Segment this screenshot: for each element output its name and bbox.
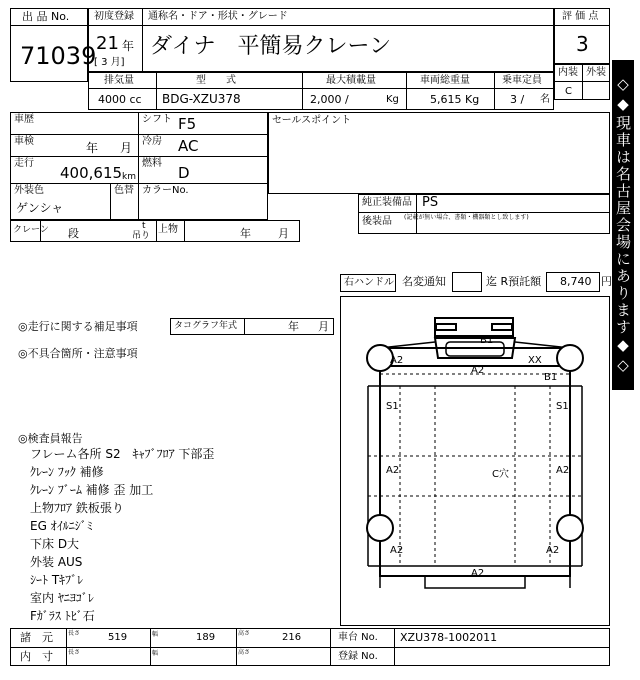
capacity-unit: 名 <box>540 94 550 105</box>
model: BDG-XZU378 <box>162 92 241 106</box>
report-line: EG ｵｲﾙﾆｼﾞﾐ <box>30 519 93 533</box>
reg-month: [ 3 月] <box>94 57 125 68</box>
fuel-label: 燃料 <box>142 158 162 169</box>
report-line: 外装 AUS <box>30 555 83 569</box>
crane-stage-unit: 段 <box>68 227 79 240</box>
length-label: 長さ <box>68 630 81 637</box>
tacho-month: 月 <box>318 320 329 333</box>
color-no-label: 色替 <box>114 185 134 196</box>
color-label: 外装色 <box>14 185 44 196</box>
inner-dims-label: 内 寸 <box>20 650 53 663</box>
length-value: 519 <box>108 632 128 643</box>
chassis-label: 車台 No. <box>338 632 378 643</box>
lot-label: 出 品 No. <box>22 10 70 23</box>
fuel-value: D <box>178 164 190 182</box>
report-line: ｸﾚｰﾝ ﾌﾞｰﾑ 補修 歪 加工 <box>30 483 154 497</box>
driving-note: ◎走行に関する補足事項 <box>18 320 138 333</box>
mileage-value: 400,615 <box>60 164 123 182</box>
mirror-left <box>436 324 456 330</box>
mark-s1-left: S1 <box>386 401 399 412</box>
equipment-value: PS <box>422 195 439 210</box>
max-load-unit: Kg <box>386 94 399 105</box>
location-notice: ◇◆現車は名古屋会場にあります◆◇ <box>612 60 634 390</box>
inspection-month-unit: 月 <box>120 141 133 155</box>
name-change-label: 名変通知 <box>402 275 446 288</box>
r-deposit-amount: 8,740 <box>560 275 592 288</box>
mirror-right <box>492 324 512 330</box>
inspector-title: ◎検査員報告 <box>18 432 83 445</box>
report-line: 上物ﾌﾛｱ 鉄板張り <box>30 501 124 515</box>
mark-b1-right: B1 <box>544 372 558 383</box>
mark-a2-mid-left: A2 <box>386 465 400 476</box>
name-change-check <box>452 272 482 292</box>
upper-year: 年 <box>240 227 251 240</box>
upper-month: 月 <box>278 227 289 240</box>
mileage-label: 走行 <box>14 158 34 169</box>
aftermarket-label: 後装品 <box>362 216 392 227</box>
history-label: 車歴 <box>14 114 34 125</box>
name-label: 通称名・ドア・形状・グレード <box>148 11 288 22</box>
lot-number: 71039 <box>20 42 97 70</box>
rhd-label: 右ハンドル <box>344 277 394 288</box>
width-label: 幅 <box>152 631 159 638</box>
sales-point-label: セールスポイント <box>272 115 352 126</box>
crane-label: クレーン <box>13 225 49 235</box>
cab-roof <box>435 318 513 336</box>
year-unit: 年 <box>122 39 135 53</box>
wheel-front-right <box>557 345 583 371</box>
mark-c-hole: C穴 <box>492 469 509 480</box>
mark-a2-mid-right: A2 <box>556 465 570 476</box>
color-value: ゲンシャ <box>16 201 64 215</box>
report-line: フレーム各所 S2 ｷｬﾌﾞﾌﾛｱ 下部歪 <box>30 447 215 461</box>
bed-outline <box>380 366 570 576</box>
ac-value: AC <box>178 137 199 155</box>
wheel-rear-left <box>367 515 393 541</box>
crane-lift-suffix: 吊り <box>132 231 151 241</box>
max-load: 2,000 / <box>310 93 349 106</box>
inner-width-label: 幅 <box>152 650 159 657</box>
report-line: ｸﾚｰﾝ ﾌｯｸ 補修 <box>30 465 104 479</box>
report-line: 室内 ﾔﾆﾖｺﾞﾚ <box>30 591 94 605</box>
report-line: ｼｰﾄ Tｷﾌﾞﾚ <box>30 573 84 587</box>
mark-b1-top: B1 <box>480 335 494 346</box>
crane-lift-unit: t <box>142 221 146 231</box>
mark-xx: XX <box>528 355 542 366</box>
displacement: 4000 cc <box>98 93 142 106</box>
mileage-unit: km <box>122 172 136 182</box>
max-load-label: 最大積載量 <box>326 75 376 86</box>
inspection-label: 車検 <box>14 136 34 147</box>
color-code-label: カラーNo. <box>142 185 189 196</box>
reg-no-label: 登録 No. <box>338 651 378 662</box>
gross-weight: 5,615 Kg <box>430 93 480 106</box>
exterior-label: 外装 <box>586 67 606 78</box>
defect-note: ◎不具合箇所・注意事項 <box>18 347 138 360</box>
r-deposit-label: 迄 R預託額 <box>486 275 542 288</box>
mark-a2-rear-left: A2 <box>390 545 404 556</box>
vehicle-name: ダイナ 平簡易クレーン <box>150 34 392 59</box>
aftermarket-note: (記載が無い場合、書類・機器類とし致します) <box>404 214 529 221</box>
inspection-year-unit: 年 <box>86 141 99 155</box>
upper-label: 上物 <box>158 224 178 235</box>
reg-year: 21 <box>96 33 119 54</box>
dims-label: 諸 元 <box>20 631 53 644</box>
mark-a2-center: A2 <box>471 365 485 376</box>
first-reg-label: 初度登録 <box>94 11 134 22</box>
overall-grade: 3 <box>576 32 589 56</box>
crane-row <box>10 220 300 242</box>
tacho-label: タコグラフ年式 <box>174 321 238 331</box>
wheel-rear-right <box>557 515 583 541</box>
report-line: Fｶﾞﾗｽ ﾄﾋﾞ石 <box>30 609 95 623</box>
height-label: 高さ <box>238 630 251 637</box>
shift-value: F5 <box>178 115 197 133</box>
capacity-label: 乗車定員 <box>502 75 542 86</box>
inner-length-label: 長さ <box>68 649 81 656</box>
displacement-label: 排気量 <box>104 75 134 86</box>
shift-label: シフト <box>142 114 172 125</box>
capacity: 3 / <box>510 93 525 106</box>
r-deposit-unit: 円 <box>601 275 612 288</box>
equipment-label: 純正装備品 <box>362 197 412 208</box>
tacho-year: 年 <box>288 320 299 333</box>
gross-weight-label: 車両総重量 <box>420 75 470 86</box>
chassis-number: XZU378-1002011 <box>400 631 498 644</box>
mark-s1-right: S1 <box>556 401 569 412</box>
mark-a2-rear-right: A2 <box>546 545 560 556</box>
grade-label: 評 価 点 <box>562 11 599 22</box>
inner-height-label: 高さ <box>238 649 251 656</box>
report-line: 下床 D大 <box>30 537 80 551</box>
width-value: 189 <box>196 632 216 643</box>
model-label: 型 式 <box>196 75 236 86</box>
height-value: 216 <box>282 632 302 643</box>
interior-grade: C <box>565 86 572 97</box>
mark-a2-left: A2 <box>390 355 404 366</box>
interior-label: 内装 <box>558 67 578 78</box>
mark-a2-bottom: A2 <box>471 568 485 579</box>
ac-label: 冷房 <box>142 136 162 147</box>
